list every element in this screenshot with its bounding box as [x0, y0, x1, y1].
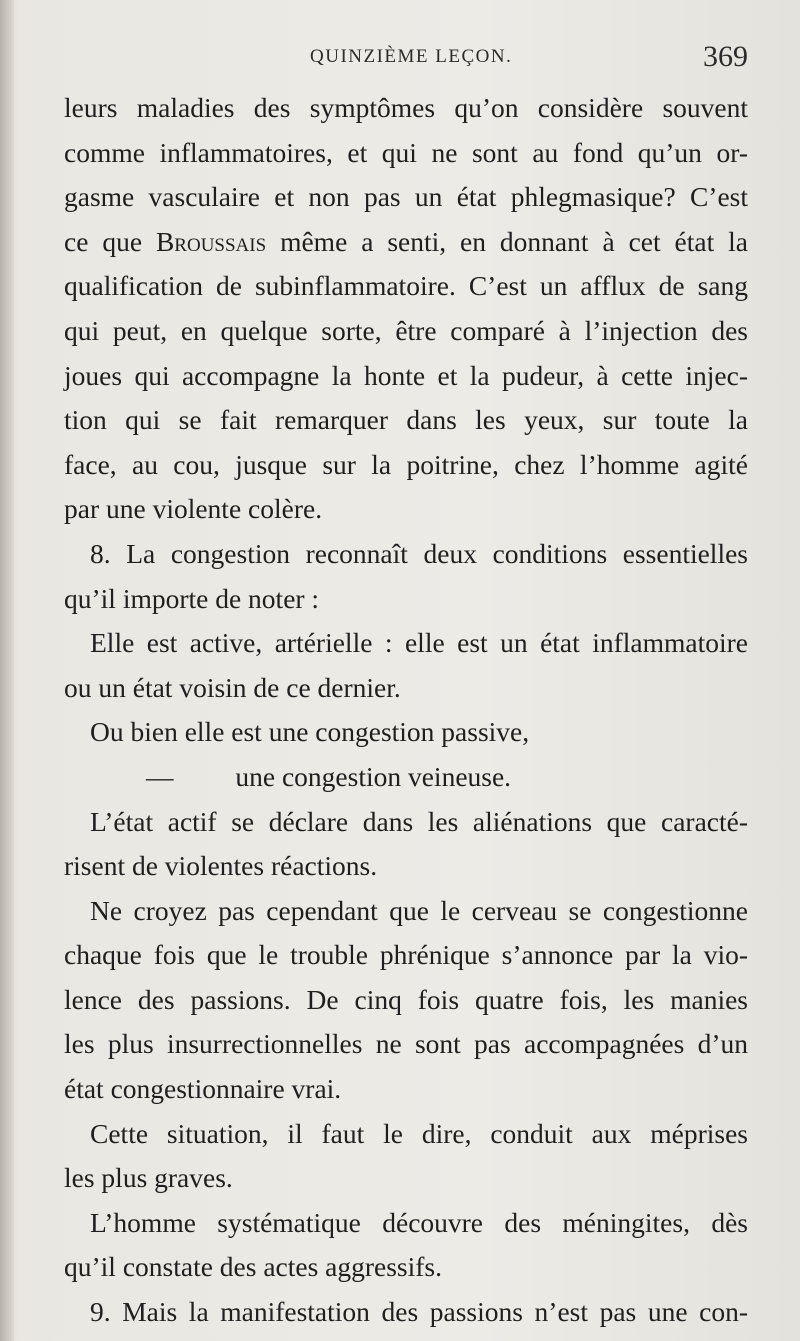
text-line [64, 220, 748, 265]
text-line: qui peut, en quelque sorte, être comparé à l’injection des [64, 314, 748, 346]
ditto-line: — une congestion veineuse. [146, 760, 512, 792]
text-line: qu’il importe de noter : [64, 582, 320, 614]
text-line: état congestionnaire vrai. [64, 1073, 342, 1105]
paragraph-start: Cette situation, il faut le dire, conduit aux méprises [90, 1117, 748, 1149]
text-line: leurs maladies des symptômes qu’on considère souvent [64, 92, 748, 123]
page-header [0, 38, 800, 78]
text-line: tion qui se fait remarquer dans les yeux, sur toute la [64, 404, 748, 436]
paragraph-start: L’état actif se déclare dans les aliénations que caracté- [90, 805, 748, 837]
text-line: comme inflammatoires, et qui ne sont au fond qu’un or- [64, 136, 748, 168]
text-line: joues qui accompagne la honte et la pudeur, à cette injec- [64, 359, 748, 391]
paragraph-start: 8. La congestion reconnaît deux conditions essentielles [90, 537, 748, 569]
page-number: 369 [703, 40, 748, 73]
text-fragment: même a senti, en donnant à cet état la [266, 225, 748, 257]
text-line: lence des passions. De cinq fois quatre fois, les manies [64, 983, 748, 1015]
paragraph-start: Ou bien elle est une congestion passive, [90, 716, 530, 748]
text-line: les plus insurrectionnelles ne sont pas accompagnées d’un [64, 1028, 748, 1060]
paragraph-start: L’homme systématique découvre des méningites, dès [90, 1206, 748, 1238]
text-fragment: ce que [64, 225, 156, 257]
text-line: par une violente colère. [64, 493, 323, 525]
paragraph-start: 9. Mais la manifestation des passions n’est pas une con- [90, 1296, 748, 1328]
text-line: les plus graves. [64, 1162, 233, 1194]
text-line: ou un état voisin de ce dernier. [64, 671, 401, 703]
running-title: QUINZIÈME LEÇON. [310, 46, 513, 67]
paragraph-start: Elle est active, artérielle : elle est un état inflammatoire [90, 627, 748, 659]
text-line: face, au cou, jusque sur la poitrine, chez l’homme agité [64, 448, 748, 480]
page-gutter [0, 0, 14, 1341]
text-line: risent de violentes réactions. [64, 850, 378, 882]
author-name: Broussais [155, 225, 267, 257]
paragraph-start: Ne croyez pas cependant que le cerveau se congestionne [90, 894, 748, 926]
body-text [64, 86, 748, 1335]
text-line: chaque fois que le trouble phrénique s’annonce par la vio- [64, 939, 748, 971]
text-line: gasme vasculaire et non pas un état phlegmasique? C’est [64, 181, 748, 213]
text-line: qu’il constate des actes aggressifs. [64, 1251, 443, 1283]
text-line: qualification de subinflammatoire. C’est un afflux de sang [64, 270, 748, 302]
